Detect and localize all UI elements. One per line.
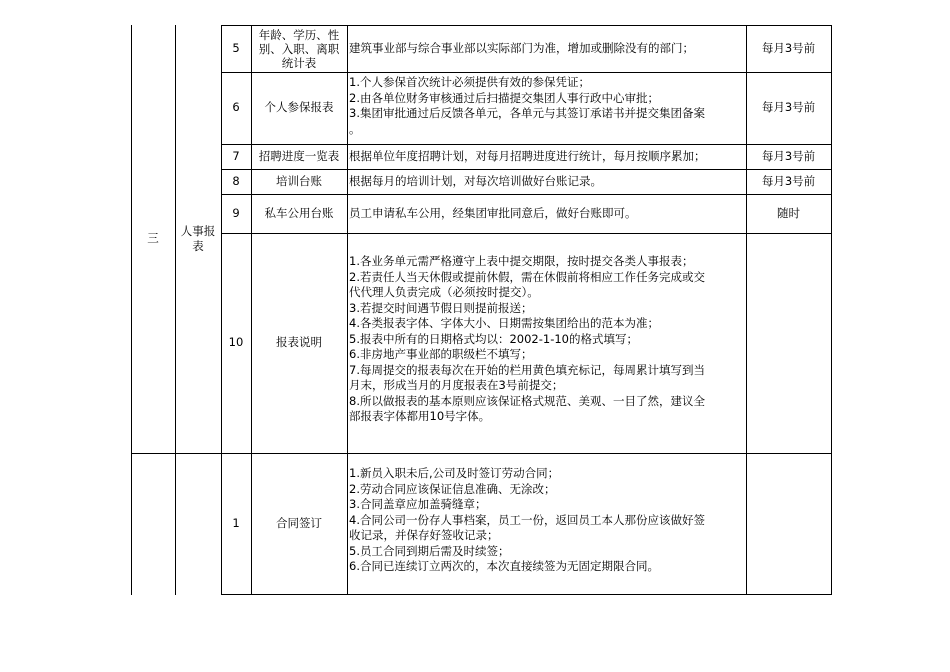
grid-line xyxy=(221,594,832,595)
table-row-num xyxy=(221,194,251,233)
table-row-time xyxy=(746,453,831,594)
report-description: 员工申请私车公用，经集团审批同意后，做好台账即可。 xyxy=(349,205,637,220)
table-row-desc xyxy=(347,25,746,72)
report-description: 1.个人参保首次统计必须提供有效的参保凭证； 2.由各单位财务审核通过后扫描提交集团人事行政中心审批； 3.集团审批通过后反馈各单元，各单元与其签订承诺书并提交集团备案 。 xyxy=(349,75,705,136)
grid-line xyxy=(175,25,176,595)
grid-line xyxy=(221,72,832,73)
row-number: 6 xyxy=(232,100,240,115)
grid-line xyxy=(221,169,832,170)
grid-line xyxy=(221,233,832,234)
submit-deadline: 每月3号前 xyxy=(761,100,816,115)
table-row-desc xyxy=(347,144,746,169)
table-row-name xyxy=(251,453,347,594)
submit-deadline: 每月3号前 xyxy=(761,40,816,55)
row-number: 7 xyxy=(232,148,240,163)
section-category-text: 人事报 表 xyxy=(180,223,216,253)
table-row-name xyxy=(251,144,347,169)
grid-line xyxy=(221,144,832,145)
section-category xyxy=(175,25,221,453)
table-row-time xyxy=(746,144,831,169)
row-number: 5 xyxy=(232,40,240,55)
table-row-desc xyxy=(347,194,746,233)
submit-deadline: 每月3号前 xyxy=(761,148,816,163)
table-row-desc xyxy=(349,254,745,444)
table-row-name xyxy=(251,25,347,72)
table-row-time xyxy=(746,233,831,453)
report-name: 合同签订 xyxy=(276,515,322,530)
report-description: 1.新员入职未后,公司及时签订劳动合同； 2.劳动合同应该保证信息准确、无涂改； 3.合同盖章应加盖骑缝章； 4.合同公司一份存人事档案，员工一份，返回员工本人那份应该做好签 收记录，并保存好签收记录； 5.员工合同到期后需及时续签； 6.合同已连续订立两次的，本次直接续签为无固定期限合同。 xyxy=(349,466,705,573)
report-description: 建筑事业部与综合事业部以实际部门为准，增加或删除没有的部门； xyxy=(349,40,694,55)
table-row-num xyxy=(221,453,251,594)
grid-line xyxy=(831,25,832,595)
report-name: 培训台账 xyxy=(276,173,322,188)
grid-line xyxy=(221,25,832,26)
report-name: 个人参保报表 xyxy=(264,100,334,115)
report-name: 招聘进度一览表 xyxy=(258,148,340,163)
report-name: 报表说明 xyxy=(276,335,322,350)
table-row-num xyxy=(221,144,251,169)
row-number: 10 xyxy=(228,335,244,350)
table-row-time xyxy=(746,169,831,194)
report-description: 根据每月的培训计划，对每次培训做好台账记录。 xyxy=(349,173,602,188)
table-row-desc xyxy=(349,466,745,586)
report-description: 根据单位年度招聘计划，对每月招聘进度进行统计，每月按顺序累加； xyxy=(349,148,706,163)
table-row-name xyxy=(251,233,347,453)
grid-line xyxy=(221,194,832,195)
row-number: 1 xyxy=(232,515,240,530)
table-row-time xyxy=(746,194,831,233)
table-row-name xyxy=(251,169,347,194)
row-number: 9 xyxy=(232,205,240,220)
table-row-num xyxy=(221,169,251,194)
grid-line xyxy=(746,25,747,595)
grid-line xyxy=(221,25,222,595)
row-number: 8 xyxy=(232,173,240,188)
submit-deadline: 随时 xyxy=(777,205,800,220)
table-row-num xyxy=(221,72,251,144)
section-number xyxy=(131,25,175,453)
table-row-name xyxy=(251,194,347,233)
section-number-text: 三 xyxy=(147,231,159,246)
table-row-num xyxy=(221,233,251,453)
table-row-name xyxy=(251,72,347,144)
table-row-num xyxy=(221,25,251,72)
table-row-desc xyxy=(349,75,745,143)
report-name: 年龄、学历、性 别、入职、离职 统计表 xyxy=(258,27,340,70)
section-divider xyxy=(131,453,832,454)
grid-line xyxy=(347,25,348,595)
table-row-time xyxy=(746,72,831,144)
table-row-time xyxy=(746,25,831,72)
report-name: 私车公用台账 xyxy=(264,205,334,220)
grid-line xyxy=(251,25,252,595)
submit-deadline: 每月3号前 xyxy=(761,173,816,188)
grid-line xyxy=(131,25,132,595)
report-description: 1.各业务单元需严格遵守上表中提交期限，按时提交各类人事报表； 2.若责任人当天休假或提前休假，需在休假前将相应工作任务完成或交 代代理人负责完成（必须按时提交）。 3.若提交时间遇节假日则提前报送； 4.各类报表字体、字体大小、日期需按集团给出的范本为准； 5.报表中所有的日期格式均以：2002-1-10的格式填写； 6.非房地产事业部的职级栏不填写； 7.每周提交的报表每次在开始的栏用黄色填充标记，每周累计填写到当 月末，形成当月的月度报表在3号前提交； 8.所以做报表的基本原则应该保证格式规范、美观、一目了然，建议全 部报表字体都用10号字体。 xyxy=(349,254,705,423)
table-row-desc xyxy=(347,169,746,194)
